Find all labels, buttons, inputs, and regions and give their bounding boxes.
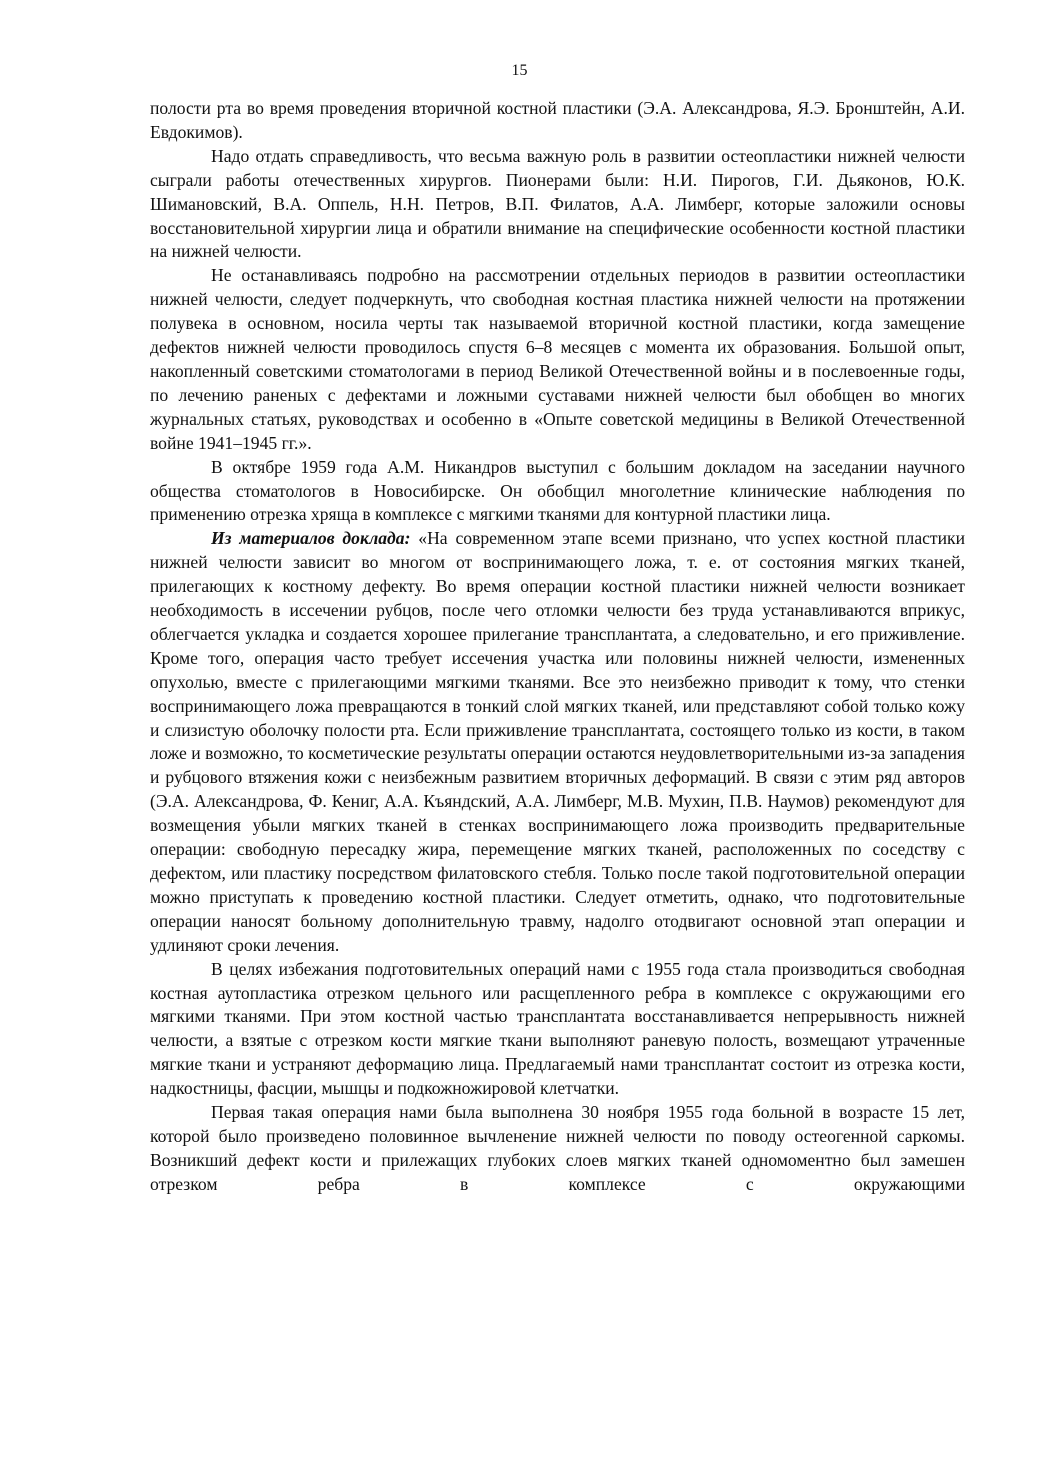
paragraph-continuation: полости рта во время проведения вторичной костной пластики (Э.А. Александрова, Я.Э. Бронштейн, А.И. Евдокимов). [150, 98, 965, 142]
report-quote-text: «На современном этапе всеми признано, что успех костной пластики нижней челюсти зависит во многом от воспринимающего ложа, т. е. от состояния мягких тканей, прилегающих к костному дефекту. Во время операции костной пластики нижней челюсти возникает необходимость в иссечении рубцов, после чего отломки челюсти без труда устанавливаются вприкус, облегчается укладка и создается хорошее прилегание трансплантата, а следовательно, и его приживление. Кроме того, операция часто требует иссечения участка или половины нижней челюсти, измененных опухолью, вместе с прилегающими мягкими тканями. Все это неизбежно приводит к тому, что стенки воспринимающего ложа превращаются в тонкий слой мягких тканей, или представляют собой только кожу и слизистую оболочку полости рта. Если приживление трансплантата, состоящего только из кости, в таком ложе и возможно, то косметические результаты операции остаются неудовлетворительными из-за западения и рубцового втяжения кожи с неизбежным развитием вторичных деформаций. В связи с этим ряд авторов (Э.А. Александрова, Ф. Кениг, А.А. Къяндский, А.А. Лимберг, М.В. Мухин, П.В. Наумов) рекомендуют для возмещения убыли мягких тканей в стенках воспринимающего ложа производить предварительные операции: свободную пересадку жира, перемещение мягких тканей, расположенных по соседству с дефектом, или пластику посредством филатовского стебля. Только после такой подготовительной операции можно приступать к проведению костной пластики. Следует отметить, однако, что подготовительные операции наносят больному дополнительную травму, надолго отодвигают основной этап операции и удлиняют сроки лечения. [150, 528, 966, 955]
paragraph-first-operation: Первая такая операция нами была выполнена 30 ноября 1955 года больной в возрасте 15 лет, которой было произведено половинное вычленение нижней челюсти по поводу остеогенной саркомы. Возникший дефект кости и прилежащих глубоких слоев мягких тканей одномоментно был замешен отрезком ребра в комплексе с окружающими [150, 1102, 965, 1194]
report-quote-lead: Из материалов доклада: [211, 528, 411, 549]
paragraph-autoplasty-method: В целях избежания подготовительных операций нами с 1955 года стала производиться свободная костная аутопластика отрезком цельного или расщепленного ребра в комплексе с окружающими его мягкими тканями. При этом костной частью трансплантата восстанавливается непрерывность нижней челюсти, а взятые с отрезком кости мягкие ткани выполняют раневую полость, возмещают утраченные мягкие ткани и устраняют деформацию лица. Предлагаемый нами трансплантат состоит из отрезка кости, надкостницы, фасции, мышцы и подкожножировой клетчатки. [150, 958, 965, 1099]
page-number: 15 [511, 62, 528, 79]
paragraph-report-quote [150, 527, 965, 957]
paragraph-nikandrov-report: В октябре 1959 года А.М. Никандров выступил с большим докладом на заседании научного общества стоматологов в Новосибирске. Он обобщил многолетние клинические наблюдения по применению отрезка хряща в комплексе с мягкими тканями для контурной пластики лица. [150, 456, 965, 525]
paragraph-pioneers: Надо отдать справедливость, что весьма важную роль в развитии остеопластики нижней челюсти сыграли работы отечественных хирургов. Пионерами были: Н.И. Пирогов, Г.И. Дьяконов, Ю.К. Шимановский, В.А. Оппель, Н.Н. Петров, В.П. Филатов, А.А. Лимберг, которые заложили основы восстановительной хирургии лица и обратили внимание на специфические особенности костной пластики на нижней челюсти. [150, 145, 965, 262]
document-body [150, 97, 965, 1197]
paragraph-osteoplasty-history: Не останавливаясь подробно на рассмотрении отдельных периодов в развитии остеопластики нижней челюсти, следует подчеркнуть, что свободная костная пластика нижней челюсти на протяжении полувека в основном, носила черты так называемой вторичной костной пластики, когда замещение дефектов нижней челюсти проводилось спустя 6–8 месяцев с момента их образования. Большой опыт, накопленный советскими стоматологами в период Великой Отечественной войны и в послевоенные годы, по лечению раненых с дефектами и ложными суставами нижней челюсти был обобщен во многих журнальных статьях, руководствах и особенно в «Опыте советской медицины в Великой Отечественной войне 1941–1945 гг.». [150, 265, 965, 453]
